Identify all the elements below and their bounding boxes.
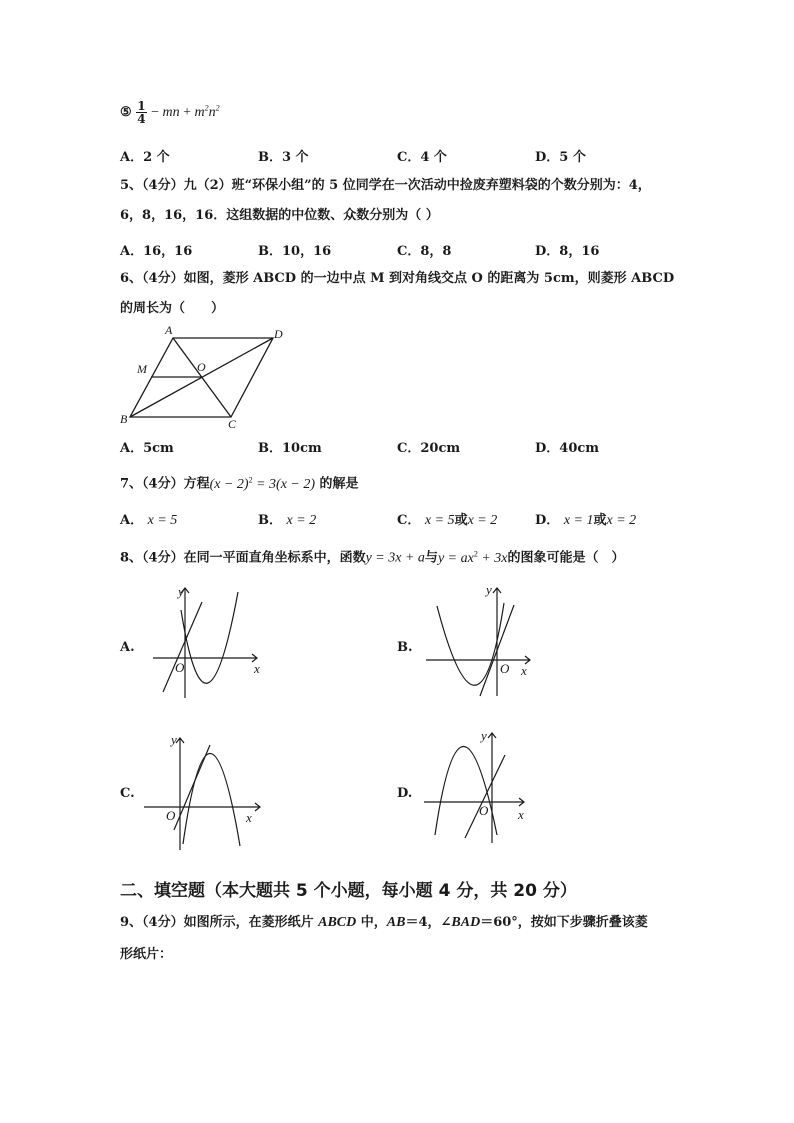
label-m: M [137, 362, 147, 376]
label-c: C [228, 417, 237, 430]
q5-option-a: A．16，16 [120, 244, 193, 259]
origin-label: O [500, 661, 510, 676]
option-letter: D． [535, 513, 560, 528]
option-or: 或 [593, 513, 607, 528]
q5-option-d: D．8，16 [535, 244, 600, 259]
q4-option-a: A．2 个 [120, 150, 170, 165]
option-math: x = 1 [563, 513, 594, 528]
q9-stem-line1 [120, 915, 648, 931]
q6-option-c: C．20cm [397, 441, 461, 456]
x-label: x [518, 807, 524, 822]
q7-option-d [535, 509, 636, 529]
q7-suffix: 的解是 [315, 476, 359, 492]
exponent: 2 [215, 103, 220, 113]
q8-option-a-label: A. [120, 640, 135, 655]
q8-graph-d [420, 725, 545, 850]
minus-sign: − [151, 105, 163, 120]
f2-exponent: 2 [473, 549, 478, 558]
parabola-graph [437, 603, 504, 685]
q8-and: 与 [424, 550, 438, 566]
term-mn: mn [162, 105, 180, 120]
q9-text: ＝60°，按如下步骤折叠该菱 [480, 915, 648, 930]
q8-graph-a [145, 580, 275, 705]
q7-prefix: 7、（4分）方程 [120, 476, 210, 492]
q9-bad: BAD [451, 915, 481, 930]
q7-equation [210, 477, 315, 492]
option-math: x = 2 [606, 513, 637, 528]
q9-stem-line2: 形纸片： [120, 947, 173, 962]
q8-option-c-label: C. [120, 786, 135, 801]
q9-prefix: 9、（4分）如图所示，在菱形纸片 [120, 915, 319, 930]
fraction-one-quarter [136, 100, 146, 125]
fraction-numerator: 1 [137, 99, 146, 113]
term-n: n [208, 105, 216, 120]
f2-part: y = ax [437, 550, 474, 566]
q8-function-1: y = 3x + a [365, 550, 425, 566]
option-math: x = 5 [147, 513, 178, 528]
q5-option-b: B．10，16 [258, 244, 332, 259]
q5-option-c: C．8，8 [397, 244, 452, 259]
q8-stem [120, 546, 625, 567]
f2-part: + 3x [477, 550, 508, 566]
circled-five: ⑤ [120, 105, 132, 120]
q6-option-d: D．40cm [535, 441, 600, 456]
q6-stem-line1: 6、（4分）如图，菱形 ABCD 的一边中点 M 到对角线交点 O 的距离为 5cm，则菱形 ABCD [120, 271, 675, 286]
eq-left: (x − 2) [209, 476, 249, 492]
option-math: x = 5 [424, 513, 455, 528]
origin-label: O [479, 803, 489, 818]
q8-prefix: 8、（4分）在同一平面直角坐标系中，函数 [120, 550, 366, 566]
q8-suffix: 的图象可能是（ ） [507, 550, 625, 566]
parabola-graph [183, 753, 240, 846]
parabola-graph [181, 592, 238, 683]
q4-option-d: D．5 个 [535, 150, 586, 165]
q6-stem-line2: 的周长为（ ） [120, 301, 225, 316]
option-math: x = 2 [467, 513, 498, 528]
label-d: D [274, 327, 283, 341]
q7-option-c [397, 509, 497, 529]
q4-option-b: B．3 个 [258, 150, 309, 165]
eq-exponent: 2 [248, 475, 253, 484]
q9-ab: AB [386, 915, 406, 930]
y-label: y [481, 728, 487, 743]
q7-option-b [258, 509, 316, 529]
q6-option-b: B．10cm [258, 441, 322, 456]
option-letter: A． [120, 513, 144, 528]
eq-right: = 3(x − 2) [252, 476, 316, 492]
rhombus-figure [118, 322, 293, 430]
q8-graph-c [140, 728, 265, 853]
q5-stem-line2: 6，8，16，16．这组数据的中位数、众数分别为（ ） [120, 208, 439, 223]
q6-option-a: A．5cm [120, 441, 174, 456]
exponent: 2 [204, 103, 209, 113]
x-label: x [254, 661, 260, 676]
line-graph [465, 755, 505, 838]
q9-abcd: ABCD [318, 915, 357, 930]
option-math: x = 2 [286, 513, 317, 528]
q7-option-a [120, 509, 177, 529]
x-label: x [521, 663, 527, 678]
q8-option-d-label: D. [397, 786, 413, 801]
q9-text: 中， [356, 915, 387, 930]
origin-label: O [166, 808, 176, 823]
section-2-title: 二、填空题（本大题共 5 个小题，每小题 4 分，共 20 分） [120, 881, 577, 901]
option-letter: B． [258, 513, 282, 528]
plus-sign: + [179, 105, 195, 120]
option-or: 或 [454, 513, 468, 528]
q4-item-5 [120, 100, 220, 125]
q8-function-2 [438, 551, 508, 566]
q9-text: ＝4，∠ [405, 915, 452, 930]
label-o: O [197, 360, 206, 374]
q8-graph-b [420, 578, 545, 703]
label-b: B [120, 412, 128, 426]
term-m: m [194, 105, 205, 120]
q7-stem [120, 472, 359, 493]
option-letter: C． [397, 513, 421, 528]
x-label: x [246, 810, 252, 825]
q8-option-b-label: B. [397, 640, 413, 655]
y-label: y [171, 732, 177, 747]
label-a: A [165, 323, 173, 337]
y-label: y [486, 582, 492, 597]
q5-stem-line1: 5、（4分）九（2）班“环保小组”的 5 位同学在一次活动中捡废弃塑料袋的个数分别为：4， [120, 178, 651, 193]
origin-label: O [175, 660, 185, 675]
y-label: y [178, 584, 184, 599]
q4-option-c: C．4 个 [397, 150, 447, 165]
fraction-denominator: 4 [137, 112, 146, 126]
